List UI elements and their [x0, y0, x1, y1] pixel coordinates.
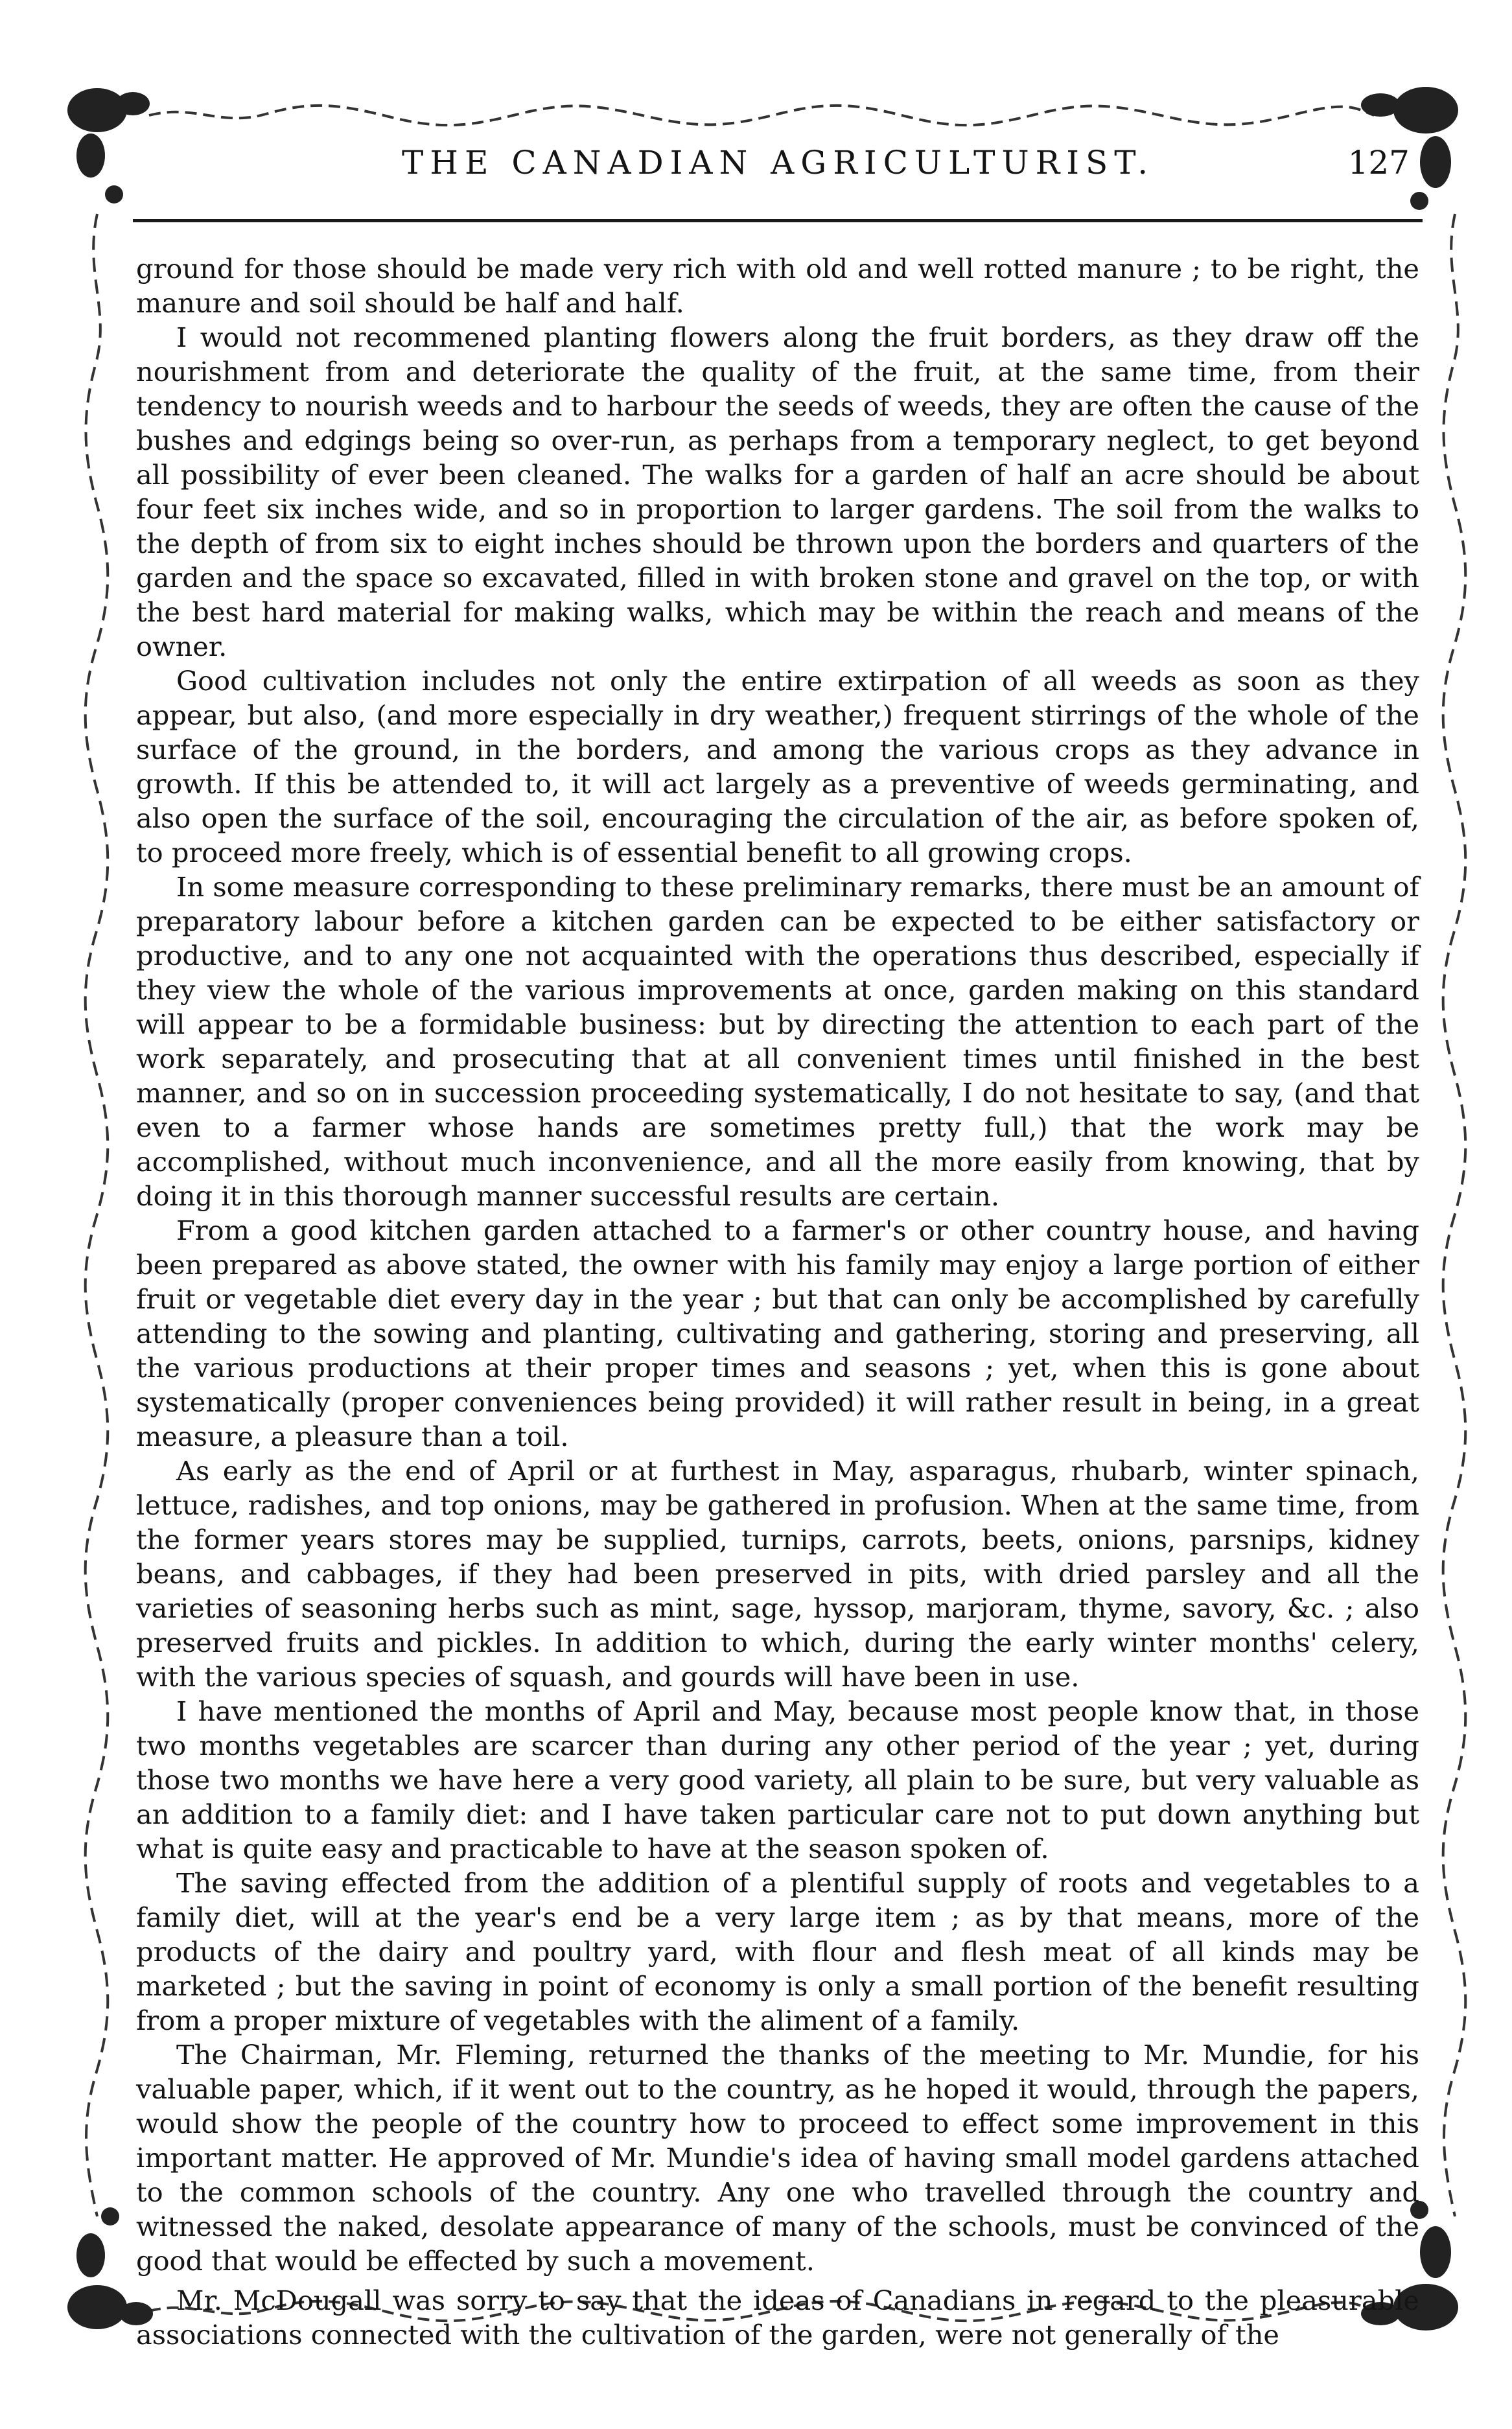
journal-title: THE CANADIAN AGRICULTURIST.: [402, 144, 1155, 181]
left-vine-border: [86, 214, 108, 2216]
paragraph: Mr. McDougall was sorry to say that the ideas of Canadians in regard to the pleasurable associations connected with the cultivation of the garden, were not generally of the: [136, 2284, 1419, 2351]
header-rule: [133, 219, 1423, 222]
top-vine-border: [149, 106, 1374, 125]
paragraph: I would not recommened planting flowers along the fruit borders, as they draw off the nourishment from and deteriorate the quality of the fruit, at the same time, from their tendency to nourish weeds and to harbour the seeds of weeds, they are often the cause of the bushes and edgings being so over-run, as perhaps from a temporary neglect, to get beyond all possibility of ever been cleaned. The walks for a garden of half an acre should be about four feet six inches wide, and so in proportion to larger gardens. The soil from the walks to the depth of from six to eight inches should be thrown upon the borders and quarters of the garden and the space so excavated, filled in with broken stone and gravel on the top, or with the best hard material for making walks, which may be within the reach and means of the owner.: [136, 321, 1419, 662]
paragraph: The Chairman, Mr. Fleming, returned the thanks of the meeting to Mr. Mundie, for his valuable paper, which, if it went out to the country, as he hoped it would, through the papers, would show the people of the country how to proceed to effect some improvement in this important matter. He approved of Mr. Mundie's idea of having small model gardens attached to the common schools of the country. Any one who travelled through the country and witnessed the naked, desolate appearance of many of the schools, must be convinced of the good that would be effected by such a movement.: [136, 2039, 1419, 2277]
paragraph: ground for those should be made very rich with old and well rotted manure ; to be right, the manure and soil should be half and half.: [136, 253, 1419, 319]
right-vine-border: [1443, 214, 1466, 2216]
paragraph: In some measure corresponding to these preliminary remarks, there must be an amount of preparatory labour before a kitchen garden can be expected to be either satisfactory or productive, and to any one not acquainted with the operations thus described, especially if they view the whole of the various improvements at once, garden making on this standard will appear to be a formidable business: but by directing the attention to each part of the work separately, and prosecuting that at all convenient times until finished in the best manner, and so on in succession proceeding systematically, I do not hesitate to say, (and that even to a farmer whose hands are sometimes pretty full,) that the work may be accomplished, without much inconvenience, and all the more easily from knowing, that by doing it in this thorough manner successful results are certain.: [136, 871, 1419, 1212]
article-body: [136, 251, 1419, 2352]
top-left-corner-flourish: [67, 88, 150, 203]
page-number: 127: [1347, 144, 1410, 181]
paragraph: The saving effected from the addition of a plentiful supply of roots and vegetables to a family diet, will at the year's end be a very large item ; as by that means, more of the products of the dairy and poultry yard, with flour and flesh meat of all kinds may be marketed ; but the saving in point of economy is only a small portion of the benefit resulting from a proper mixture of vegetables with the aliment of a family.: [136, 1867, 1419, 2036]
page-header: [139, 139, 1410, 191]
paragraph: I have mentioned the months of April and May, because most people know that, in those two months vegetables are scarcer than during any other period of the year ; yet, during those two months we have here a very good variety, all plain to be sure, but very valuable as an addition to a family diet: and I have taken particular care not to put down anything but what is quite easy and practicable to have at the season spoken of.: [136, 1695, 1419, 1865]
paragraph: From a good kitchen garden attached to a farmer's or other country house, and having been prepared as above stated, the owner with his family may enjoy a large portion of either fruit or vegetable diet every day in the year ; but that can only be accomplished by carefully attending to the sowing and planting, cultivating and gathering, storing and preserving, all the various productions at their proper times and seasons ; yet, when this is gone about systematically (proper conveniences being provided) it will rather result in being, in a great measure, a pleasure than a toil.: [136, 1214, 1419, 1452]
paragraph: Good cultivation includes not only the entire extirpation of all weeds as soon as they appear, but also, (and more especially in dry weather,) frequent stirrings of the whole of the surface of the ground, in the borders, and among the various crops as they advance in growth. If this be attended to, it will act largely as a preventive of weeds germinating, and also open the surface of the soil, encouraging the circulation of the air, as before spoken of, to proceed more freely, which is of essential benefit to all growing crops.: [136, 665, 1419, 868]
paragraph: As early as the end of April or at furthest in May, asparagus, rhubarb, winter spinach, lettuce, radishes, and top onions, may be gathered in profusion. When at the same time, from the former years stores may be supplied, turnips, carrots, beets, onions, parsnips, kidney beans, and cabbages, if they had been preserved in pits, with dried parsley and all the varieties of seasoning herbs such as mint, sage, hyssop, marjoram, thyme, savory, &c. ; also preserved fruits and pickles. In addition to which, during the early winter months' celery, with the various species of squash, and gourds will have been in use.: [136, 1455, 1419, 1693]
